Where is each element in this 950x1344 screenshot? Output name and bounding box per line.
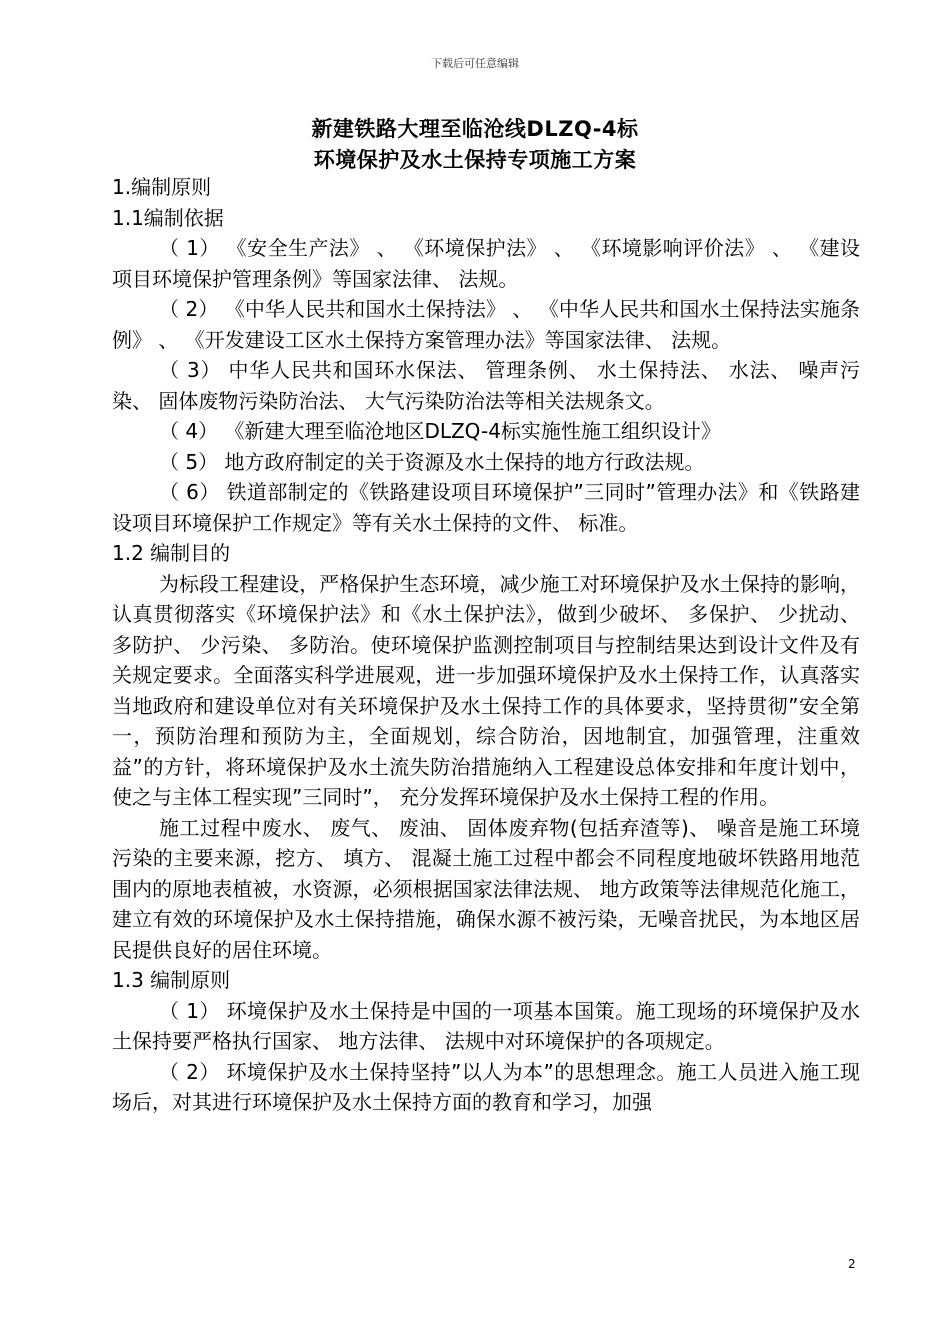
paragraph: 施工过程中废水、 废气、 废油、 固体废弃物(包括弃渣等)、 噪音是施工环境污染的主要来源，挖方、 填方、 混凝土施工过程中都会不同程度地破坏铁路用地范围内的原地表植被，水资源，必须根据国家法律法规、 地方政策等法律规范化施工，建立有效的环境保护及水土保持措施，确保水源不被污染，无噪音扰民，为本地区居民提供良好的居住环境。: [112, 815, 860, 962]
subsection-heading: 1.2 编制目的: [112, 541, 231, 565]
paragraph: （ 1） 《安全生产法》 、 《环境保护法》 、 《环境影响评价法》 、 《建设项目环境保护管理条例》等国家法律、 法规。: [112, 236, 860, 291]
document-body: [112, 172, 860, 1118]
document-title-line-1: 新建铁路大理至临沧线DLZQ-4标: [311, 117, 639, 141]
header-note: 下载后可任意编辑: [431, 57, 519, 70]
paragraph: （ 5） 地方政府制定的关于资源及水土保持的地方行政法规。: [159, 449, 705, 474]
subsection-heading: 1.1编制依据: [112, 205, 224, 230]
page-number: 2: [848, 1257, 856, 1271]
subsection-heading: 1.3 编制原则: [112, 968, 231, 992]
section-heading: 1.编制原则: [112, 175, 212, 199]
document-title-line-2: 环境保护及水土保持专项施工方案: [313, 148, 637, 172]
paragraph: （ 6） 铁道部制定的《铁路建设项目环境保护”三同时”管理办法》和《铁路建设项目环境保护工作规定》等有关水土保持的文件、 标准。: [112, 480, 860, 535]
paragraph: （ 2） 《中华人民共和国水土保持法》 、 《中华人民共和国水土保持法实施条例》 、 《开发建设工区水土保持方案管理办法》等国家法律、 法规。: [112, 297, 860, 352]
paragraph: （ 3） 中华人民共和国环水保法、 管理条例、 水土保持法、 水法、 噪声污染、 固体废物污染防治法、 大气污染防治法等相关法规条文。: [112, 358, 860, 413]
paragraph: （ 1） 环境保护及水土保持是中国的一项基本国策。施工现场的环境保护及水土保持要严格执行国家、 地方法律、 法规中对环境保护的各项规定。: [112, 998, 860, 1053]
paragraph: 为标段工程建设，严格保护生态环境，减少施工对环境保护及水土保持的影响，认真贯彻落实《环境保护法》和《水土保护法》，做到少破坏、 多保护、 少扰动、 多防护、 少污染、 多防治。使环境保护监测控制项目与控制结果达到设计文件及有关规定要求。全面落实科学进展观，进一步加强环境保护及水土保持工作，认真落实当地政府和建设单位对有关环境保护及水土保持工作的具体要求，坚持贯彻”安全第一，预防治理和预防为主，全面规划，综合防治，因地制宜，加强管理，注重效益”的方针，将环境保护及水土流失防治措施纳入工程建设总体安排和年度计划中， 使之与主体工程实现”三同时”， 充分发挥环境保护及水土保持工程的作用。: [112, 571, 860, 809]
paragraph: （ 2） 环境保护及水土保持坚持”以人为本”的思想理念。施工人员进入施工现场后，对其进行环境保护及水土保持方面的教育和学习，加强: [112, 1059, 860, 1114]
paragraph: （ 4） 《新建大理至临沧地区DLZQ-4标实施性施工组织设计》: [159, 419, 721, 443]
